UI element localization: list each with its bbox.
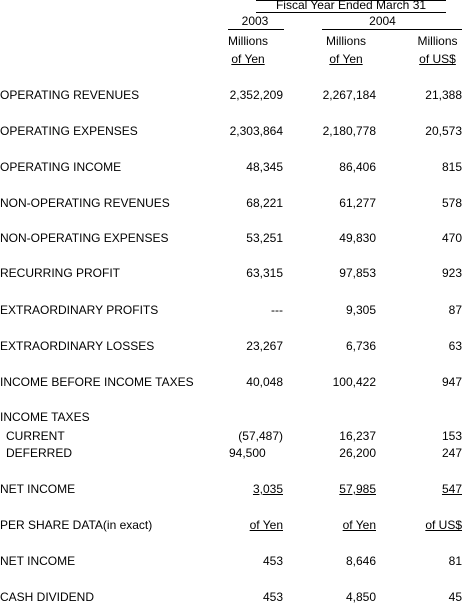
value-2003: 53,251 xyxy=(246,231,283,245)
row-label: NON-OPERATING EXPENSES xyxy=(0,231,169,245)
value-2003: 48,345 xyxy=(246,160,283,174)
per-share-label: PER SHARE DATA(in exact) xyxy=(0,518,153,532)
value-2003: 40,048 xyxy=(246,375,283,389)
value-2004-usd: 87 xyxy=(448,303,462,317)
current-value-2004-yen: 16,237 xyxy=(339,429,376,443)
deferred-value-2003: 94,500 xyxy=(229,446,266,460)
value-2004-usd: 21,388 xyxy=(425,88,462,102)
row-label: NET INCOME xyxy=(0,482,76,496)
value-2004-usd: 20,573 xyxy=(425,124,462,138)
per-share-unit-col2: of Yen xyxy=(342,518,376,532)
row-label: EXTRAORDINARY LOSSES xyxy=(0,339,155,353)
value-2003: 3,035 xyxy=(252,482,283,496)
current-value-2004-usd: 153 xyxy=(441,429,462,443)
row-label: NON-OPERATING REVENUES xyxy=(0,196,170,210)
value-2004-usd: 470 xyxy=(441,231,462,245)
row-label: OPERATING INCOME xyxy=(0,160,122,174)
current-value-2003: (57,487) xyxy=(238,429,283,443)
value-2003: 63,315 xyxy=(246,266,283,280)
deferred-value-2004-usd: 247 xyxy=(441,446,462,460)
value-2004-usd: 63 xyxy=(448,339,462,353)
value-2003: --- xyxy=(271,303,283,317)
value-2003: 23,267 xyxy=(246,339,283,353)
col1-unit-line2: of Yen xyxy=(231,52,265,66)
value-2004-usd: 947 xyxy=(441,375,462,389)
value-2004-usd: 815 xyxy=(441,160,462,174)
col2-unit-line2: of Yen xyxy=(329,52,363,66)
value-2004-yen: 2,267,184 xyxy=(322,88,376,102)
row-label: INCOME BEFORE INCOME TAXES xyxy=(0,375,194,389)
col3-unit-line2: of US$ xyxy=(419,52,456,66)
value-2004-usd: 923 xyxy=(441,266,462,280)
year-2004-header: 2004 xyxy=(369,14,396,28)
value-2004-yen: 49,830 xyxy=(339,231,376,245)
value-2003: 68,221 xyxy=(246,196,283,210)
value-2004-usd: 578 xyxy=(441,196,462,210)
year-2003-underline xyxy=(228,29,284,30)
value-2004-yen: 6,736 xyxy=(345,339,376,353)
value-2004-yen: 100,422 xyxy=(332,375,376,389)
value-2004-yen: 4,850 xyxy=(345,590,376,604)
value-2004-yen: 61,277 xyxy=(339,196,376,210)
row-label: NET INCOME xyxy=(0,554,76,568)
value-2004-usd: 81 xyxy=(448,554,462,568)
income-taxes-label: INCOME TAXES xyxy=(0,410,90,424)
row-label: OPERATING REVENUES xyxy=(0,88,140,102)
year-2004-underline xyxy=(322,29,462,30)
per-share-unit-col3: of US$ xyxy=(425,518,462,532)
value-2004-yen: 86,406 xyxy=(339,160,376,174)
year-2003-header: 2003 xyxy=(241,14,269,28)
deferred-label: DEFERRED xyxy=(6,446,73,460)
deferred-value-2004-yen: 26,200 xyxy=(339,446,376,460)
row-label: RECURRING PROFIT xyxy=(0,266,120,280)
value-2003: 453 xyxy=(262,554,283,568)
row-label: OPERATING EXPENSES xyxy=(0,124,138,138)
fiscal-title: Fiscal Year Ended March 31 xyxy=(275,0,427,12)
row-label: CASH DIVIDEND xyxy=(0,590,95,604)
col3-unit-line1: Millions xyxy=(417,34,458,48)
value-2004-yen: 8,646 xyxy=(345,554,376,568)
value-2004-usd: 45 xyxy=(448,590,462,604)
col1-unit-line1: Millions xyxy=(227,34,268,48)
value-2004-yen: 97,853 xyxy=(339,266,376,280)
current-label: CURRENT xyxy=(6,429,65,443)
value-2003: 2,303,864 xyxy=(229,124,283,138)
value-2004-yen: 57,985 xyxy=(339,482,376,496)
row-label: EXTRAORDINARY PROFITS xyxy=(0,303,159,317)
value-2003: 2,352,209 xyxy=(229,88,283,102)
value-2004-yen: 9,305 xyxy=(345,303,376,317)
fiscal-title-underline xyxy=(256,12,446,13)
col2-unit-line1: Millions xyxy=(325,34,366,48)
value-2003: 453 xyxy=(262,590,283,604)
per-share-unit-col1: of Yen xyxy=(249,518,283,532)
value-2004-usd: 547 xyxy=(441,482,462,496)
value-2004-yen: 2,180,778 xyxy=(322,124,376,138)
